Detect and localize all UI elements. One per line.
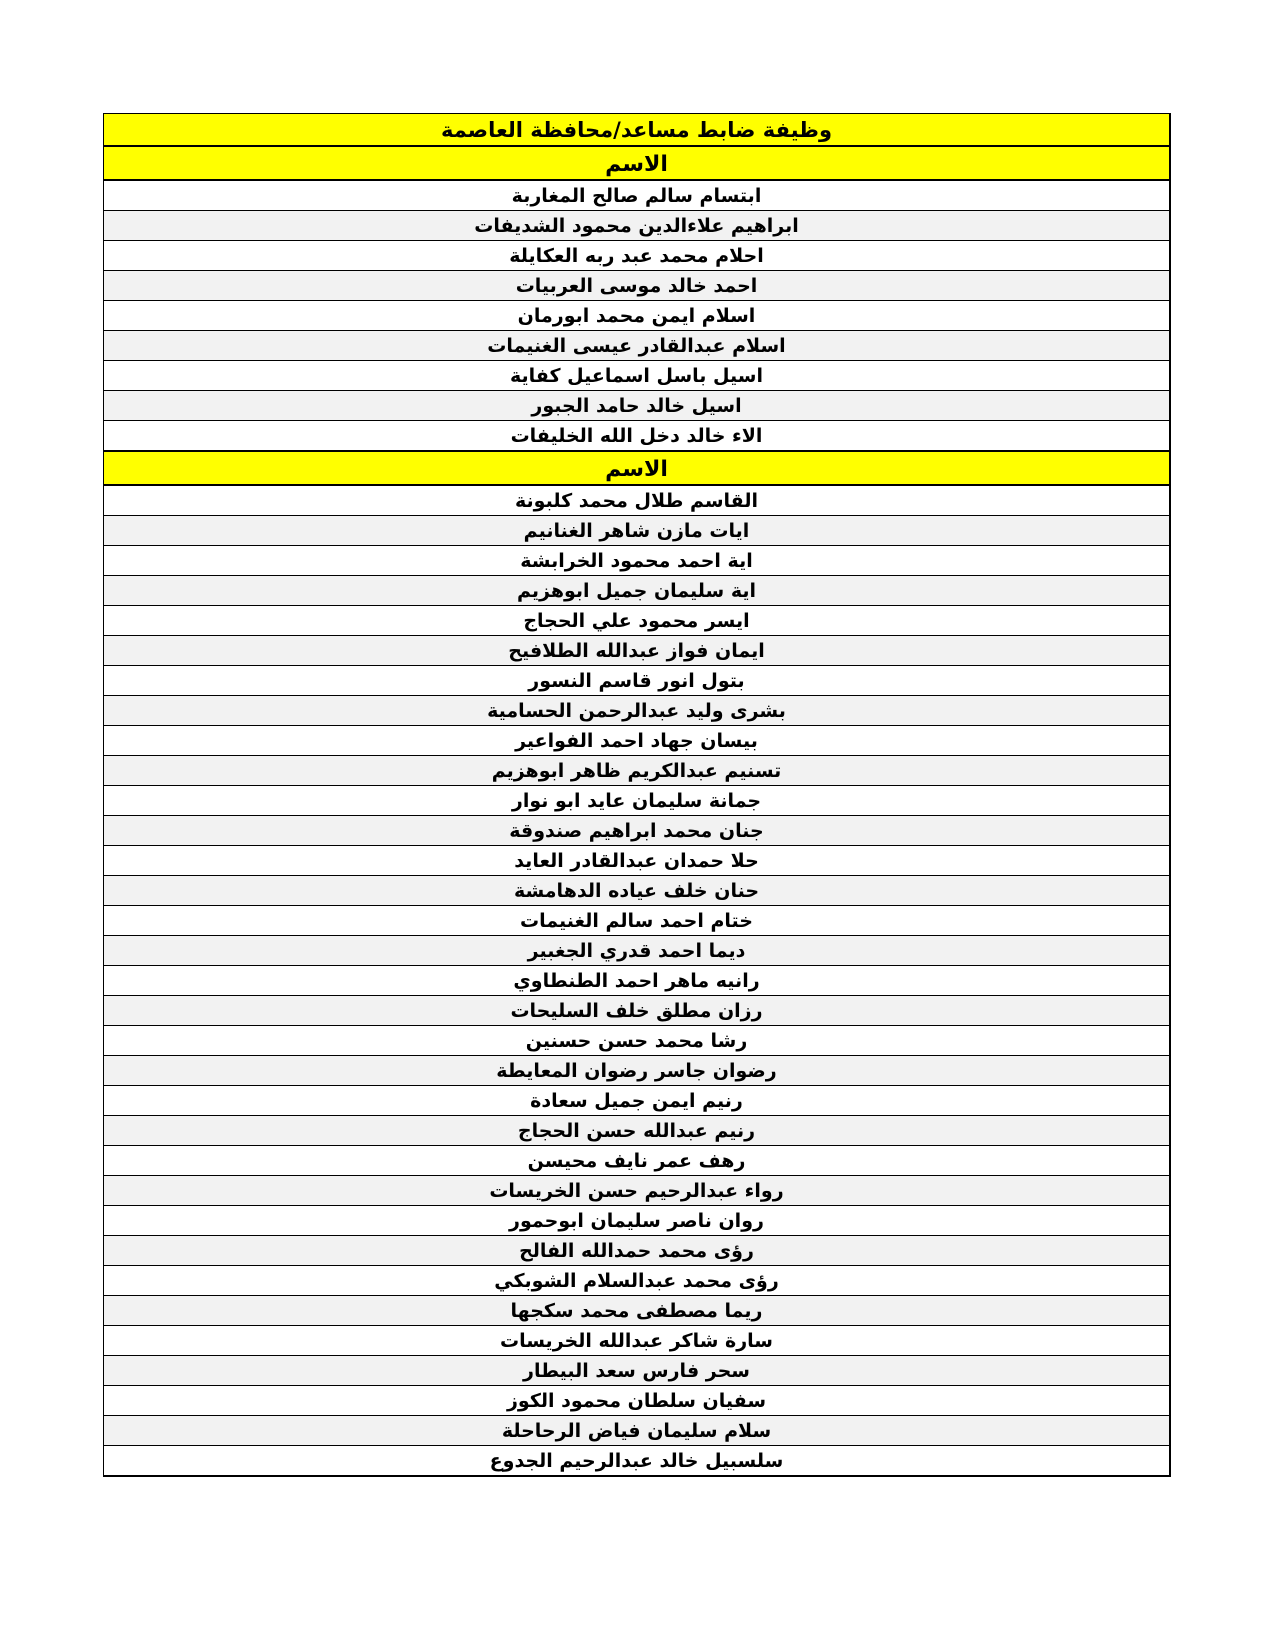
table-row: سلام سليمان فياض الرحاحلة <box>104 1415 1169 1445</box>
table-row: سلسبيل خالد عبدالرحيم الجدوع <box>104 1445 1169 1475</box>
table-row: ايات مازن شاهر الغنانيم <box>104 515 1169 545</box>
table-row: ريما مصطفى محمد سكجها <box>104 1295 1169 1325</box>
table-row: رضوان جاسر رضوان المعايطة <box>104 1055 1169 1085</box>
table-row: حلا حمدان عبدالقادر العايد <box>104 845 1169 875</box>
names-group-2 <box>104 485 1169 1475</box>
column-header-name-repeat: الاسم <box>104 450 1169 485</box>
table-row: ابتسام سالم صالح المغاربة <box>104 180 1169 210</box>
table-row: احلام محمد عبد ربه العكايلة <box>104 240 1169 270</box>
table-row: احمد خالد موسى العربيات <box>104 270 1169 300</box>
table-row: بيسان جهاد احمد الفواعير <box>104 725 1169 755</box>
table-row: رؤى محمد عبدالسلام الشوبكي <box>104 1265 1169 1295</box>
table-row: رزان مطلق خلف السليحات <box>104 995 1169 1025</box>
table-row: اية سليمان جميل ابوهزيم <box>104 575 1169 605</box>
table-row: سفيان سلطان محمود الكوز <box>104 1385 1169 1415</box>
table-row: رانيه ماهر احمد الطنطاوي <box>104 965 1169 995</box>
sheet-title: وظيفة ضابط مساعد/محافظة العاصمة <box>104 113 1169 145</box>
table-row: اسلام عبدالقادر عيسى الغنيمات <box>104 330 1169 360</box>
table-row: ختام احمد سالم الغنيمات <box>104 905 1169 935</box>
table-row: رهف عمر نايف محيسن <box>104 1145 1169 1175</box>
table-row: ابراهيم علاءالدين محمود الشديفات <box>104 210 1169 240</box>
table-row: اسيل باسل اسماعيل كفاية <box>104 360 1169 390</box>
table-row: بتول انور قاسم النسور <box>104 665 1169 695</box>
table-row: تسنيم عبدالكريم ظاهر ابوهزيم <box>104 755 1169 785</box>
table-row: ايمان فواز عبدالله الطلافيح <box>104 635 1169 665</box>
table-row: الاء خالد دخل الله الخليفات <box>104 420 1169 450</box>
column-header-name: الاسم <box>104 145 1169 180</box>
table-row: رؤى محمد حمدالله الفالح <box>104 1235 1169 1265</box>
table-row: ايسر محمود علي الحجاج <box>104 605 1169 635</box>
table-row: رنيم عبدالله حسن الحجاج <box>104 1115 1169 1145</box>
table-row: رشا محمد حسن حسنين <box>104 1025 1169 1055</box>
table-row: روان ناصر سليمان ابوحمور <box>104 1205 1169 1235</box>
table-row: القاسم طلال محمد كلبونة <box>104 485 1169 515</box>
table-row: ديما احمد قدري الجغبير <box>104 935 1169 965</box>
table-row: سارة شاكر عبدالله الخريسات <box>104 1325 1169 1355</box>
names-sheet <box>103 113 1171 1477</box>
table-row: جنان محمد ابراهيم صندوقة <box>104 815 1169 845</box>
table-row: بشرى وليد عبدالرحمن الحسامية <box>104 695 1169 725</box>
names-group-1 <box>104 180 1169 450</box>
table-row: سحر فارس سعد البيطار <box>104 1355 1169 1385</box>
table-row: رواء عبدالرحيم حسن الخريسات <box>104 1175 1169 1205</box>
table-row: اية احمد محمود الخرابشة <box>104 545 1169 575</box>
table-row: اسيل خالد حامد الجبور <box>104 390 1169 420</box>
table-row: اسلام ايمن محمد ابورمان <box>104 300 1169 330</box>
table-row: رنيم ايمن جميل سعادة <box>104 1085 1169 1115</box>
table-row: حنان خلف عياده الدهامشة <box>104 875 1169 905</box>
table-row: جمانة سليمان عايد ابو نوار <box>104 785 1169 815</box>
